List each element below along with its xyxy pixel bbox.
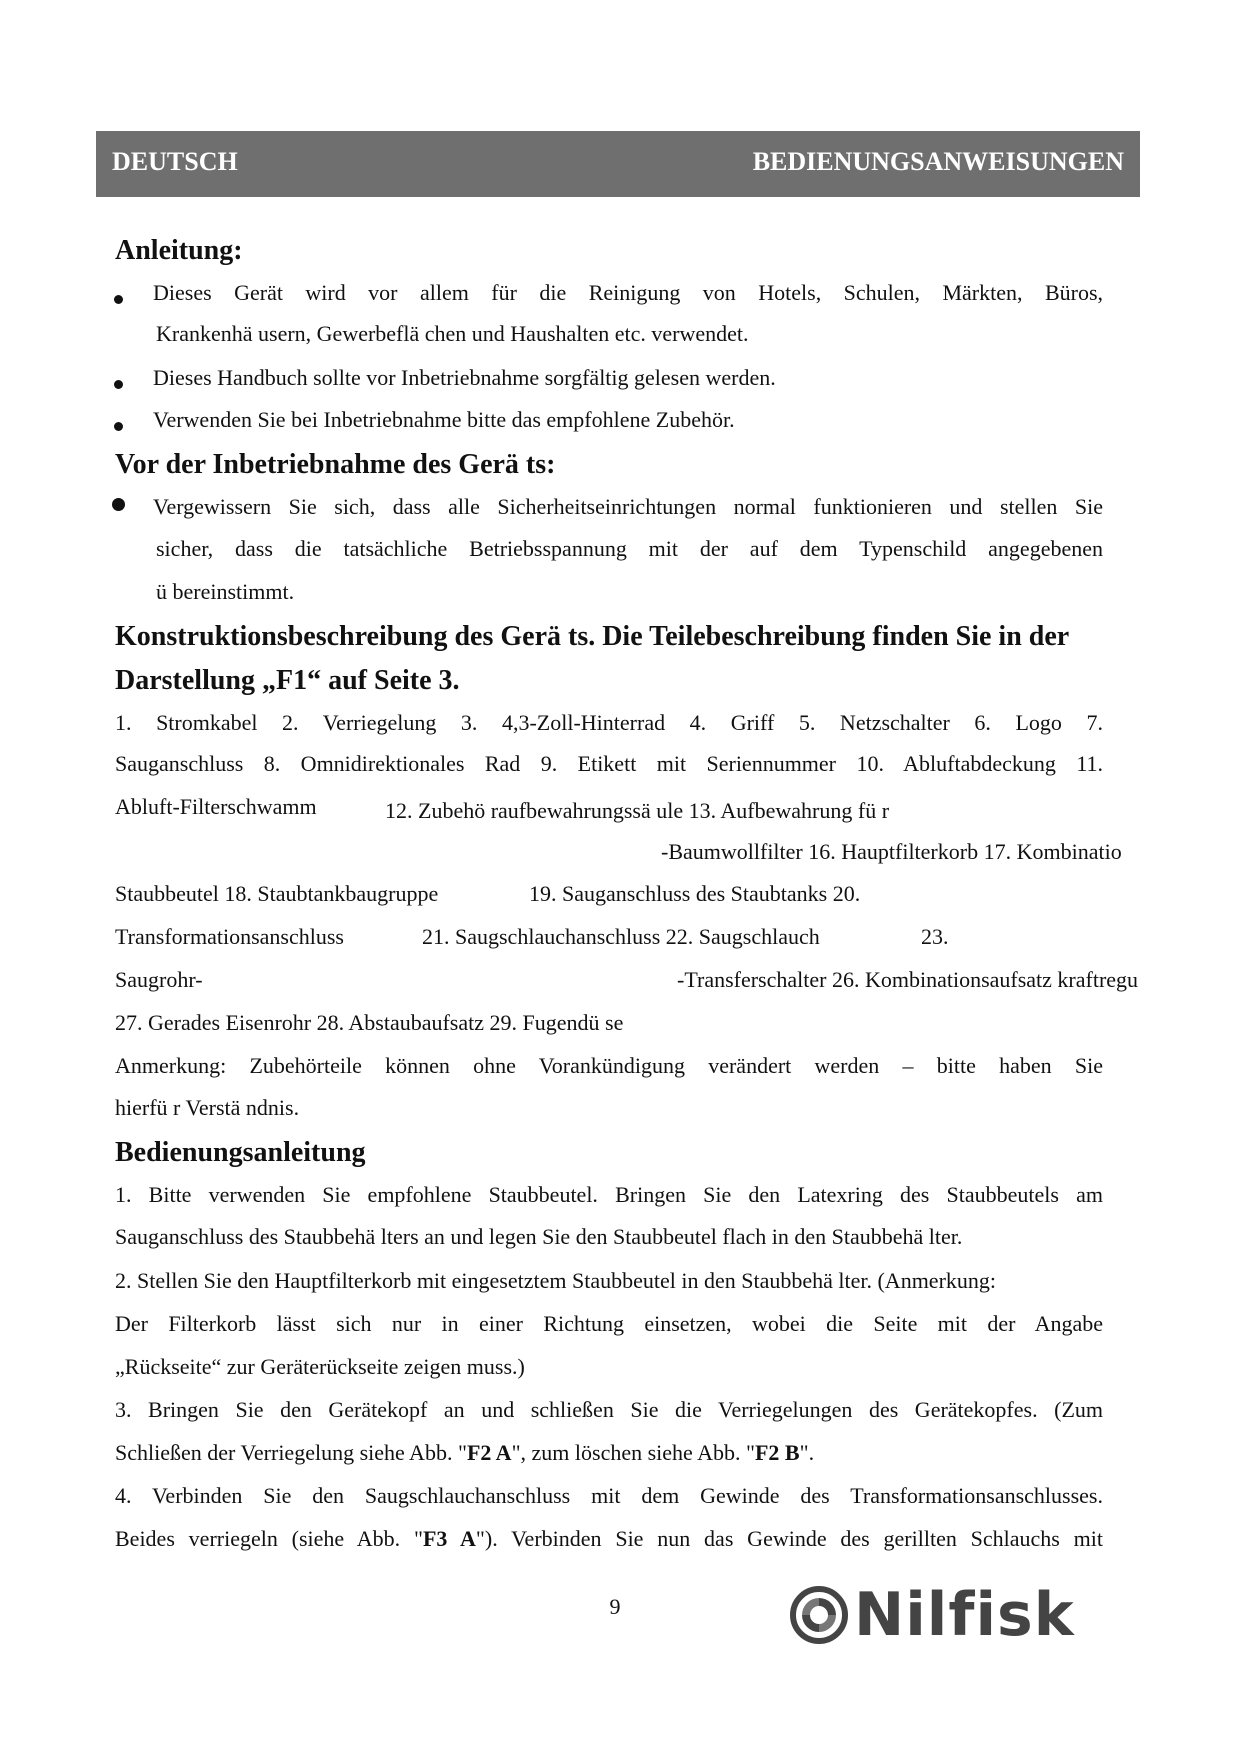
section-heading-vor-inbetriebnahme: Vor der Inbetriebnahme des Gerä ts:: [115, 449, 556, 480]
parts-line-7b: -Transferschalter 26. Kombinationsaufsatz kraftregu: [677, 967, 1139, 992]
note-line-2: hierfü r Verstä ndnis.: [115, 1095, 300, 1120]
header-title: BEDIENUNGSANWEISUNGEN: [752, 147, 1124, 176]
step-1-line-2: Sauganschluss des Staubbehä lters an und legen Sie den Staubbeutel flach in den Staubbehä lter.: [115, 1224, 963, 1249]
parts-line-6a: Transformationsanschluss: [115, 924, 344, 949]
bullet-1-line-2: Krankenhä usern, Gewerbeflä chen und Haushalten etc. verwendet.: [156, 321, 749, 346]
header-bar: [96, 131, 1140, 197]
page-number: 9: [609, 1594, 621, 1619]
safety-line-1: Vergewissern Sie sich, dass alle Sicherheitseinrichtungen normal funktionieren und stellen Sie: [153, 494, 1103, 519]
parts-line-6b: 21. Saugschlauchanschluss 22. Saugschlauch: [422, 924, 820, 949]
bullet-dot: [114, 422, 123, 431]
nilfisk-logo: [790, 1580, 1075, 1650]
parts-line-3a: Abluft-Filterschwamm: [115, 794, 317, 819]
parts-line-7a: Saugrohr-: [115, 967, 203, 992]
step-2-line-3: „Rückseite“ zur Geräterückseite zeigen muss.): [115, 1354, 525, 1379]
logo-text: Nilfisk: [854, 1580, 1075, 1650]
parts-line-1: 1. Stromkabel 2. Verriegelung 3. 4,3-Zoll-Hinterrad 4. Griff 5. Netzschalter 6. Logo 7.: [115, 710, 1103, 735]
step-2-line-1: 2. Stellen Sie den Hauptfilterkorb mit eingesetztem Staubbeutel in den Staubbehä lter. (Anmerkung:: [115, 1268, 997, 1293]
bullet-dot: [114, 295, 123, 304]
parts-line-5b: 19. Sauganschluss des Staubtanks 20.: [529, 881, 861, 906]
bullet-3: Verwenden Sie bei Inbetriebnahme bitte das empfohlene Zubehör.: [153, 407, 735, 432]
note-line-1: Anmerkung: Zubehörteile können ohne Vorankündigung verändert werden – bitte haben Sie: [115, 1053, 1103, 1078]
parts-line-5a: Staubbeutel 18. Staubtankbaugruppe: [115, 881, 439, 906]
step-2-line-2: Der Filterkorb lässt sich nur in einer Richtung einsetzen, wobei die Seite mit der Angabe: [115, 1311, 1103, 1336]
parts-line-4: -Baumwollfilter 16. Hauptfilterkorb 17. Kombinatio: [661, 839, 1122, 864]
bullet-dot: [114, 380, 123, 389]
step-3-line-2: Schließen der Verriegelung siehe Abb. "F2 A", zum löschen siehe Abb. "F2 B".: [115, 1440, 815, 1465]
bullet-1-line-1: Dieses Gerät wird vor allem für die Reinigung von Hotels, Schulen, Märkten, Büros,: [153, 280, 1103, 305]
step-4-line-2: Beides verriegeln (siehe Abb. "F3 A"). Verbinden Sie nun das Gewinde des gerillten Schlauchs mit: [115, 1526, 1103, 1551]
parts-line-3b: 12. Zubehö raufbewahrungssä ule 13. Aufbewahrung fü r: [385, 798, 890, 823]
step-4-line-1: 4. Verbinden Sie den Saugschlauchanschluss mit dem Gewinde des Transformationsanschlusses.: [115, 1483, 1103, 1508]
header-language: DEUTSCH: [112, 147, 238, 176]
safety-line-3: ü bereinstimmt.: [156, 579, 295, 604]
safety-line-2: sicher, dass die tatsächliche Betriebsspannung mit der auf dem Typenschild angegebenen: [156, 536, 1103, 561]
step-3-line-1: 3. Bringen Sie den Gerätekopf an und schließen Sie die Verriegelungen des Gerätekopfes. (Zum: [115, 1397, 1103, 1422]
section-heading-anleitung: Anleitung:: [115, 235, 243, 266]
bullet-2: Dieses Handbuch sollte vor Inbetriebnahme sorgfältig gelesen werden.: [153, 365, 776, 390]
section-heading-bedienungsanleitung: Bedienungsanleitung: [115, 1137, 366, 1168]
bullet-dot: [112, 498, 125, 511]
step-1-line-1: 1. Bitte verwenden Sie empfohlene Staubbeutel. Bringen Sie den Latexring des Staubbeutels am: [115, 1182, 1103, 1207]
parts-line-2: Sauganschluss 8. Omnidirektionales Rad 9. Etikett mit Seriennummer 10. Abluftabdeckung 11.: [115, 751, 1103, 776]
parts-line-6c: 23.: [921, 924, 949, 949]
nilfisk-swirl-icon: [790, 1586, 848, 1644]
parts-line-8: 27. Gerades Eisenrohr 28. Abstaubaufsatz 29. Fugendü se: [115, 1010, 624, 1035]
section-heading-konstruktion-2: Darstellung „F1“ auf Seite 3.: [115, 665, 460, 696]
section-heading-konstruktion-1: Konstruktionsbeschreibung des Gerä ts. Die Teilebeschreibung finden Sie in der: [115, 621, 1070, 652]
